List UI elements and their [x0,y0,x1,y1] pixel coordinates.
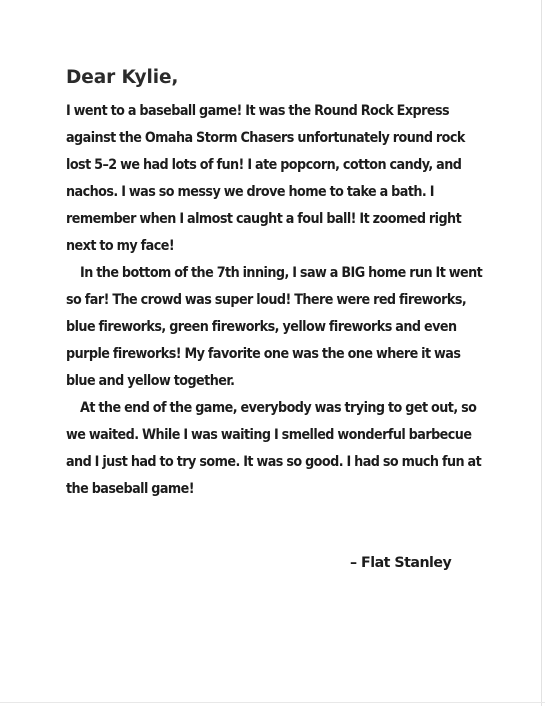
letter-greeting: Dear Kylie, [66,67,179,88]
letter-signature: – Flat Stanley [350,555,452,571]
letter-paragraph-2: In the bottom of the 7th inning, I saw a BIG home run It went so far! The crowd was super loud! There were red fireworks, blue fireworks, green fireworks, yellow fireworks and even purple fireworks! My favorite one was the one where it was blue and yellow together. [66,265,483,389]
page-edge-right [541,0,542,706]
page-edge-bottom [0,702,545,703]
letter-paragraph-1: I went to a baseball game! It was the Round Rock Express against the Omaha Storm Chasers unfortunately round rock lost 5–2 we had lots of fun! I ate popcorn, cotton candy, and nachos. I was so messy we drove home to take a bath. I remember when I almost caught a foul ball! It zoomed right next to my face! [66,103,465,254]
letter-paragraph-3: At the end of the game, everybody was trying to get out, so we waited. While I was waiting I smelled wonderful barbecue and I just had to try some. It was so good. I had so much fun at the baseball game! [66,400,482,497]
letter-body [66,64,486,503]
